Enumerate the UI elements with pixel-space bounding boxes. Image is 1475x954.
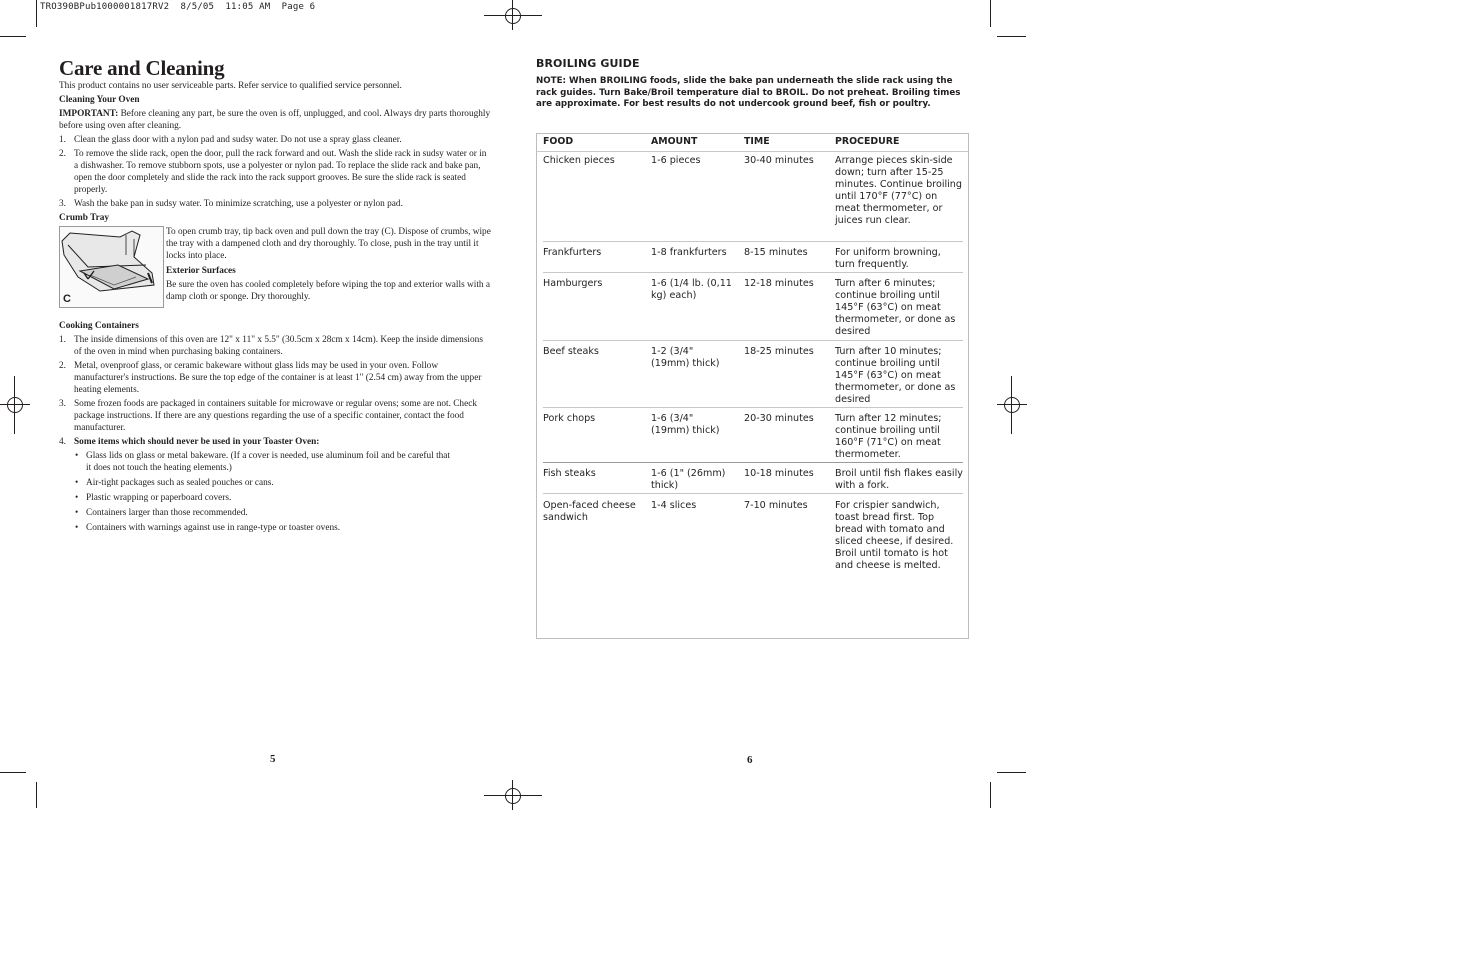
step-number: 1.	[59, 335, 66, 345]
page-title: Care and Cleaning	[59, 56, 225, 80]
column-header: FOOD	[543, 136, 574, 147]
time-cell: 30-40 minutes	[744, 155, 814, 166]
procedure-cell: For crispier sandwich, toast bread first. Top bread with tomato and sliced cheese, if desired. Broil until tomato is hot and cheese is melted.	[835, 500, 954, 572]
step-text: Wash the bake pan in sudsy water. To minimize scratching, use a polyester or nylon pad.	[74, 199, 403, 209]
exterior-heading: Exterior Surfaces	[166, 266, 236, 276]
print-slug: TRO390BPub1000001817RV2 8/5/05 11:05 AM Page 6	[40, 2, 316, 12]
cleaning-steps	[59, 134, 491, 210]
registration-mark-left	[0, 376, 30, 434]
broiling-guide-title: BROILING GUIDE	[536, 57, 640, 70]
amount-cell: 1-6 (3/4" (19mm) thick)	[651, 413, 720, 437]
list-item	[59, 436, 491, 534]
step-text: Clean the glass door with a nylon pad and sudsy water. Do not use a spray glass cleaner.	[74, 135, 402, 145]
step-number: 3.	[59, 399, 66, 409]
time-cell: 20-30 minutes	[744, 413, 814, 424]
procedure-cell: Arrange pieces skin-side down; turn after 15-25 minutes. Continue broiling until 170°F (77°C) on meat thermometer, or juices run clear.	[835, 155, 962, 227]
amount-cell: 1-8 frankfurters	[651, 247, 727, 258]
broiling-note: NOTE: When BROILING foods, slide the bake pan underneath the slide rack using the rack guides. Turn Bake/Broil temperature dial to BROIL. Do not preheat. Broiling times are approximate. For best results do not undercook ground beef, fish or poultry.	[536, 76, 961, 109]
food-cell: Beef steaks	[543, 346, 599, 357]
figure-label: C	[63, 293, 71, 305]
time-cell: 8-15 minutes	[744, 247, 808, 258]
procedure-cell: Broil until fish flakes easily with a fork.	[835, 468, 963, 492]
page-number-right: 6	[747, 754, 753, 766]
time-cell: 7-10 minutes	[744, 500, 808, 511]
column-header: AMOUNT	[651, 136, 698, 147]
food-cell: Open-faced cheese sandwich	[543, 500, 636, 524]
containers-heading: Cooking Containers	[59, 321, 139, 331]
amount-cell: 1-2 (3/4" (19mm) thick)	[651, 346, 720, 370]
important-label: IMPORTANT:	[59, 109, 119, 119]
time-cell: 12-18 minutes	[744, 278, 814, 289]
food-cell: Fish steaks	[543, 468, 596, 479]
list-item	[59, 134, 491, 146]
crumb-tray-illustration	[59, 226, 164, 308]
time-cell: 18-25 minutes	[744, 346, 814, 357]
procedure-cell: For uniform browning, turn frequently.	[835, 247, 941, 271]
list-item: • Air-tight packages such as sealed pouches or cans.	[74, 477, 491, 489]
column-header: TIME	[744, 136, 770, 147]
registration-mark-top	[484, 0, 542, 30]
step-text: The inside dimensions of this oven are 12" x 11" x 5.5" (30.5cm x 28cm x 14cm). Keep the inside dimensions of the oven in mind when purchasing baking containers.	[74, 335, 483, 357]
procedure-cell: Turn after 6 minutes; continue broiling until 145°F (63°C) on meat thermometer, or done as desired	[835, 278, 956, 338]
left-page	[59, 56, 491, 537]
list-item	[59, 148, 491, 196]
crumb-tray-text-block	[166, 226, 491, 305]
oven-tray-drawing	[60, 227, 163, 307]
amount-cell: 1-6 pieces	[651, 155, 701, 166]
step-number: 2.	[59, 149, 66, 159]
page-number-left: 5	[270, 753, 276, 765]
right-page	[536, 57, 968, 111]
procedure-cell: Turn after 12 minutes; continue broiling until 160°F (71°C) on meat thermometer.	[835, 413, 942, 461]
list-item: • Plastic wrapping or paperboard covers.	[74, 492, 491, 504]
step-number: 4.	[59, 437, 66, 447]
list-item	[59, 398, 491, 434]
column-header: PROCEDURE	[835, 136, 900, 147]
food-cell: Hamburgers	[543, 278, 603, 289]
step-number: 2.	[59, 361, 66, 371]
food-cell: Chicken pieces	[543, 155, 615, 166]
step-text: To remove the slide rack, open the door, pull the rack forward and out. Wash the slide rack in sudsy water or in a dishwasher. To remove stubborn spots, use a polyester or nylon pad. To replace the slide rack and bake pan, open the door completely and slide the rack into the rack support grooves. Be sure the slide rack is seated properly.	[74, 149, 487, 195]
crumb-tray-text: To open crumb tray, tip back oven and pull down the tray (C). Dispose of crumbs, wipe the tray with a dampened cloth and dry thoroughly. To close, push in the tray until it locks into place.	[166, 227, 491, 261]
food-cell: Frankfurters	[543, 247, 602, 258]
intro-text: This product contains no user serviceable parts. Refer service to qualified service personnel.	[59, 81, 402, 91]
cleaning-heading: Cleaning Your Oven	[59, 95, 140, 105]
list-item	[59, 334, 491, 358]
important-text: Before cleaning any part, be sure the oven is off, unplugged, and cool. Always dry parts thoroughly before using oven after cleaning.	[59, 109, 491, 131]
registration-mark-right	[997, 376, 1027, 434]
procedure-cell: Turn after 10 minutes; continue broiling until 145°F (63°C) on meat thermometer, or done as desired	[835, 346, 956, 406]
time-cell: 10-18 minutes	[744, 468, 814, 479]
broiling-table	[536, 133, 969, 639]
list-item: • Containers larger than those recommended.	[74, 507, 491, 519]
amount-cell: 1-4 slices	[651, 500, 697, 511]
amount-cell: 1-6 (1/4 lb. (0,11 kg) each)	[651, 278, 732, 302]
list-item	[59, 360, 491, 396]
list-item: • Glass lids on glass or metal bakeware. (If a cover is needed, use aluminum foil and be careful that it does not touch the heating elements.)	[74, 450, 491, 474]
list-item	[59, 198, 491, 210]
registration-mark-bottom	[484, 780, 542, 810]
step-text: Some frozen foods are packaged in containers suitable for microwave or regular ovens; some are not. Check package instructions. If there are any questions regarding the use of a specific container, contact the food manufacturer.	[74, 399, 477, 433]
list-item: • Containers with warnings against use in range-type or toaster ovens.	[74, 522, 491, 534]
never-use-list	[74, 450, 491, 534]
step-number: 3.	[59, 199, 66, 209]
step-text: Metal, ovenproof glass, or ceramic bakeware without glass lids may be used in your oven. Follow manufacturer's instructions. Be sure the top edge of the container is at least 1" (2.54 cm) away from the upper heating elements.	[74, 361, 482, 395]
step-number: 1.	[59, 135, 66, 145]
container-steps	[59, 334, 491, 534]
crumb-tray-section	[59, 226, 491, 312]
food-cell: Pork chops	[543, 413, 596, 424]
important-paragraph	[59, 108, 491, 132]
never-use-heading: Some items which should never be used in your Toaster Oven:	[74, 437, 320, 447]
crumb-tray-heading: Crumb Tray	[59, 213, 110, 223]
amount-cell: 1-6 (1" (26mm) thick)	[651, 468, 726, 492]
exterior-text: Be sure the oven has cooled completely before wiping the top and exterior walls with a damp cloth or sponge. Dry thoroughly.	[166, 280, 491, 302]
